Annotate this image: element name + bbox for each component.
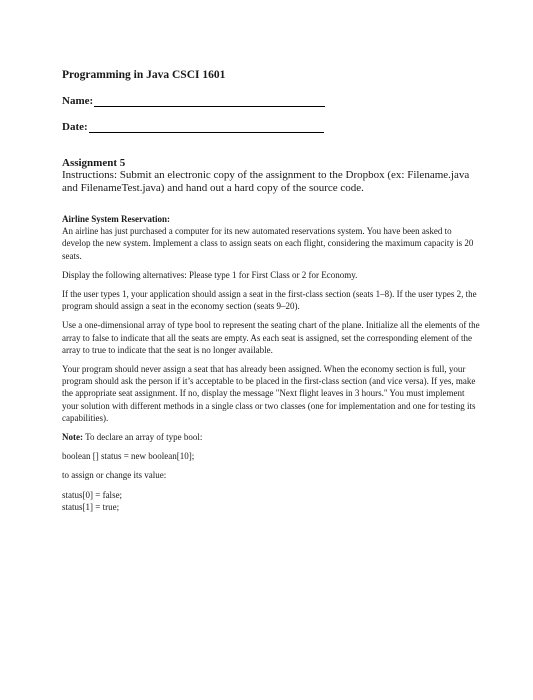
paragraph-intro: An airline has just purchased a computer for its new automated reservations system. You have been asked to develop the new system. Implement a class to assign seats on each flight, considering the maximum capacity is 20 seats. — [62, 226, 474, 261]
date-label: Date: — [62, 121, 88, 133]
paragraph-requirements: Your program should never assign a seat that has already been assigned. When the economy section is full, your program should ask the person if it’s acceptable to be placed in the first-class section (and vice versa). If yes, make the appropriate seat assignment. If no, display the message "Next flight leaves in 3 hours." You must implement your solution with different methods in a single class or two classes (one for implementation and one for testing its capabilities). — [62, 364, 476, 423]
assignment-instructions: Instructions: Submit an electronic copy of the assignment to the Dropbox (ex: Filename.java and FilenameTest.java) and hand out a hard copy of the source code. — [62, 169, 470, 194]
note-label: Note: — [62, 432, 83, 443]
course-title: Programming in Java CSCI 1601 — [62, 69, 226, 81]
paragraph-array: Use a one-dimensional array of type bool to represent the seating chart of the plane. Initialize all the elements of the array to false to indicate that all the seats are empty. As each seat is assigned, set the corresponding element of the array to true to indicate that the seat is no longer available. — [62, 320, 480, 355]
section-heading: Airline System Reservation: — [62, 214, 170, 224]
code-declaration: boolean [] status = new boolean[10]; — [62, 451, 195, 462]
problem-section — [62, 213, 480, 513]
code-line-1: status[0] = false; — [62, 489, 123, 500]
assign-text: to assign or change its value: — [62, 470, 167, 481]
note-text: To declare an array of type bool: — [83, 432, 203, 443]
paragraph-seat-rules: If the user types 1, your application should assign a seat in the first-class section (seats 1–8). If the user types 2, the program should assign a seat in the economy section (seats 9–20). — [62, 289, 477, 312]
date-field[interactable] — [62, 121, 324, 133]
note — [62, 431, 480, 443]
name-underline[interactable] — [94, 96, 325, 107]
date-underline[interactable] — [89, 122, 324, 133]
code-line-2: status[1] = true; — [62, 501, 120, 512]
name-field[interactable] — [62, 95, 325, 107]
assignment-title: Assignment 5 — [62, 157, 126, 169]
paragraph-alternatives: Display the following alternatives: Please type 1 for First Class or 2 for Economy. — [62, 269, 358, 280]
name-label: Name: — [62, 95, 94, 107]
